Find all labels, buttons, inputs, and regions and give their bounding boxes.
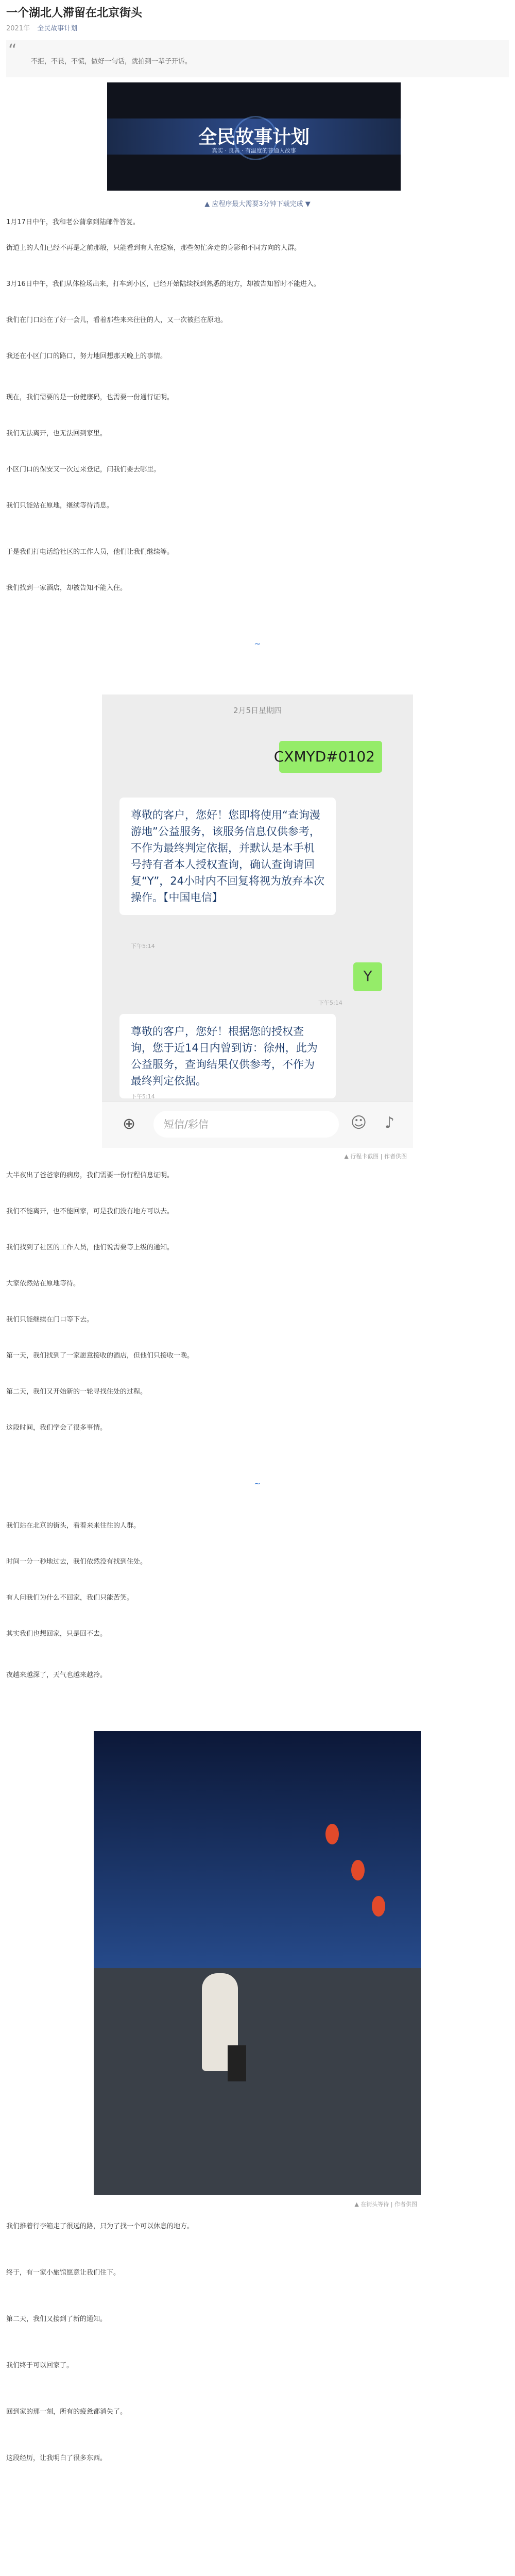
body-paragraph: 第二天，我们又接到了新的通知。: [6, 2315, 107, 2323]
body-paragraph: 于是我们打电话给社区的工作人员，他们让我们继续等。: [6, 548, 174, 556]
sent-bubble: [273, 741, 382, 773]
photo-sky: [94, 1731, 421, 1968]
body-paragraph: 第二天，我们又开始新的一轮寻找住处的过程。: [6, 1388, 147, 1396]
account-link[interactable]: 全民故事计划: [37, 25, 78, 32]
body-paragraph: 1月17日中午，我和老公蒲拿到陆邮件答复。: [6, 218, 140, 226]
body-paragraph: 我们不能离开，也不能回家，可是我们没有地方可以去。: [6, 1208, 174, 1215]
intro-quote: [6, 40, 509, 77]
banner-logo: 全民故事计划: [198, 127, 310, 148]
body-paragraph: 小区门口的保安又一次过来登记，问我们要去哪里。: [6, 466, 161, 473]
voice-icon[interactable]: ♪: [384, 1114, 394, 1132]
body-paragraph: 大半夜出了爸爸家的病房，我们需要一份行程信息证明。: [6, 1172, 174, 1179]
body-paragraph: 我们无法离开，也无法回到家里。: [6, 430, 107, 437]
body-paragraph: 有人问我们为什么不回家，我们只能苦笑。: [6, 1594, 134, 1602]
body-paragraph: 第一天，我们找到了一家愿意接收的酒店，但他们只接收一晚。: [6, 1352, 194, 1360]
body-paragraph: 我们终于可以回家了。: [6, 2362, 74, 2369]
body-paragraph: 夜越来越深了，天气也越来越冷。: [6, 1671, 107, 1679]
street-photo: [94, 1731, 421, 2195]
image-caption: ▲ 在街头等待 | 作者供图: [354, 2201, 417, 2208]
lantern: [351, 1860, 365, 1880]
reply-text: Y: [363, 968, 372, 985]
sent-text: CXMYD#0102: [273, 748, 375, 765]
body-paragraph: 我们只能站在原地，继续等待消息。: [6, 502, 114, 510]
body-paragraph: 我们只能继续在门口等下去。: [6, 1316, 94, 1324]
received-bubble: 尊敬的客户，您好！根据您的授权查询，您于近14日内曾到访：徐州，此为公益服务，查询结果仅供参考，不作为最终判定依据。: [119, 1014, 336, 1098]
body-paragraph: 终于，有一家小旅馆愿意让我们住下。: [6, 2269, 121, 2277]
sms-screenshot: [102, 694, 413, 1148]
body-paragraph: 其实我们也想回家，只是回不去。: [6, 1630, 107, 1638]
body-paragraph: 大家依然站在原地等待。: [6, 1280, 80, 1287]
luggage: [228, 2045, 246, 2081]
body-paragraph: 我们推着行李箱走了很远的路，只为了找一个可以休息的地方。: [6, 2223, 194, 2230]
sms-input-bar: [102, 1101, 413, 1148]
message-time: 下午5:14: [131, 1093, 155, 1100]
image-caption: ▲ 行程卡截图 | 作者供图: [344, 1153, 407, 1160]
photo-ground: [94, 1968, 421, 2195]
body-paragraph: 回到家的那一刻，所有的疲惫都消失了。: [6, 2408, 127, 2416]
banner-subtitle: 真实 · 良善 · 有温度的普通人故事: [212, 147, 296, 154]
body-paragraph: 现在，我们需要的是一份健康码，也需要一份通行证明。: [6, 394, 174, 401]
body-paragraph: 时间一分一秒地过去，我们依然没有找到住处。: [6, 1558, 147, 1566]
quote-text: 不拒，不畏，不慌，做好一句话，就拍到一辈子开诉。: [31, 58, 192, 65]
add-icon[interactable]: ⊕: [123, 1115, 136, 1133]
article-meta: [6, 23, 77, 32]
banner-caption: ▲ 应程序最大需要3分钟下载完成 ▼: [204, 200, 311, 208]
reply-bubble: [353, 962, 382, 991]
body-paragraph: 3月16日中午，我们从体检场出来，打车到小区，已经开始陆续找到熟悉的地方，却被告知暂时不能进入。: [6, 280, 320, 288]
body-paragraph: 我们在门口站在了好一会儿，看着那些来来往往的人，又一次被拦在原地。: [6, 316, 228, 324]
body-paragraph: 这段时间，我们学会了很多事情。: [6, 1424, 107, 1432]
body-paragraph: 街道上的人们已经不再是之前那般，只能看到有人在巡察，那些匆忙奔走的身影和不同方向的人群。: [6, 244, 301, 252]
section-divider: ~: [254, 1479, 261, 1488]
body-paragraph: 我们找到了社区的工作人员，他们说需要等上级的通知。: [6, 1244, 174, 1251]
received-bubble: 尊敬的客户，您好！您即将使用“查询漫游地”公益服务，该服务信息仅供参考，不作为最终判定依据，并默认是本手机号持有者本人授权查询，确认查询请回复“Y”，24小时内不回复将视为放弃本次操作。【中国电信】: [119, 798, 336, 915]
message-time: 下午5:14: [131, 943, 155, 950]
chat-date: 2月5日星期四: [233, 706, 282, 715]
quote-mark: “: [8, 40, 17, 60]
body-paragraph: 我们站在北京的街头，看着来来往往的人群。: [6, 1522, 141, 1530]
section-divider: ~: [254, 639, 261, 649]
body-paragraph: 我们找到一家酒店，却被告知不能入住。: [6, 584, 127, 592]
body-paragraph: 我还在小区门口的路口，努力地回想那天晚上的事情。: [6, 352, 167, 360]
article-title: 一个湖北人滞留在北京街头: [6, 7, 143, 20]
publish-date: 2021年: [6, 25, 30, 32]
brand-banner: [107, 82, 401, 191]
lantern: [325, 1824, 339, 1844]
reply-time: 下午5:14: [318, 999, 342, 1006]
lantern: [372, 1896, 385, 1917]
body-paragraph: 这段经历，让我明白了很多东西。: [6, 2454, 107, 2462]
emoji-icon[interactable]: ☺: [350, 1114, 367, 1132]
sms-input[interactable]: 短信/彩信: [153, 1111, 339, 1138]
